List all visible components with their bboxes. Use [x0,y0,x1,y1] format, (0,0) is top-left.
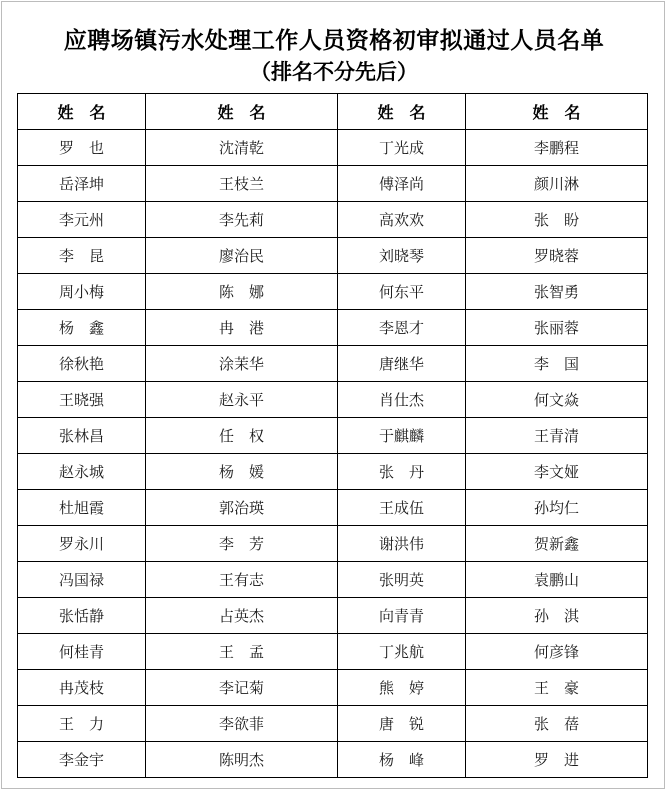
name-cell: 陈明杰 [146,742,338,778]
name-cell: 徐秋艳 [18,346,146,382]
name-cell: 冉 港 [146,310,338,346]
table-row [18,382,648,418]
name-cell: 张智勇 [466,274,648,310]
name-cell: 李先莉 [146,202,338,238]
name-cell: 丁光成 [338,130,466,166]
name-cell: 罗 进 [466,742,648,778]
column-header: 姓 名 [338,94,466,130]
name-cell: 李 昆 [18,238,146,274]
name-cell: 何东平 [338,274,466,310]
name-cell: 杜旭霞 [18,490,146,526]
name-cell: 何桂青 [18,634,146,670]
name-cell: 于麒麟 [338,418,466,454]
name-cell: 王青清 [466,418,648,454]
name-cell: 郭治瑛 [146,490,338,526]
name-cell: 张 盼 [466,202,648,238]
name-cell: 张林昌 [18,418,146,454]
table-row [18,526,648,562]
name-cell: 王 力 [18,706,146,742]
table-row [18,346,648,382]
name-cell: 孙均仁 [466,490,648,526]
name-cell: 李金宇 [18,742,146,778]
name-cell: 孙 淇 [466,598,648,634]
name-cell: 何彦锋 [466,634,648,670]
name-cell: 杨 峰 [338,742,466,778]
table-row [18,742,648,778]
table-row [18,202,648,238]
table-row [18,490,648,526]
table-row [18,418,648,454]
name-cell: 赵永城 [18,454,146,490]
name-cell: 涂茉华 [146,346,338,382]
name-cell: 冯国禄 [18,562,146,598]
table-row [18,310,648,346]
table-row [18,454,648,490]
name-cell: 唐继华 [338,346,466,382]
name-cell: 谢洪伟 [338,526,466,562]
name-cell: 岳泽坤 [18,166,146,202]
name-cell: 何文焱 [466,382,648,418]
name-cell: 傅泽尚 [338,166,466,202]
table-row [18,598,648,634]
name-cell: 李欲菲 [146,706,338,742]
name-cell: 李记菊 [146,670,338,706]
table-row [18,274,648,310]
name-cell: 任 权 [146,418,338,454]
name-cell: 肖仕杰 [338,382,466,418]
column-header: 姓 名 [466,94,648,130]
name-cell: 李文娅 [466,454,648,490]
document-title: 应聘场镇污水处理工作人员资格初审拟通过人员名单 [63,27,605,54]
name-cell: 王成伍 [338,490,466,526]
document-subtitle: （排名不分先后） [250,59,418,84]
name-cell: 冉茂枝 [18,670,146,706]
name-cell: 李恩才 [338,310,466,346]
name-cell: 罗永川 [18,526,146,562]
table-row [18,562,648,598]
name-cell: 王有志 [146,562,338,598]
name-cell: 王 孟 [146,634,338,670]
name-cell: 杨 鑫 [18,310,146,346]
candidate-name-table [17,93,648,778]
name-cell: 赵永平 [146,382,338,418]
name-cell: 贺新鑫 [466,526,648,562]
name-cell: 张丽蓉 [466,310,648,346]
table-row [18,130,648,166]
name-cell: 占英杰 [146,598,338,634]
name-cell: 廖治民 [146,238,338,274]
name-cell: 罗 也 [18,130,146,166]
table-row [18,670,648,706]
table-row [18,166,648,202]
name-cell: 袁鹏山 [466,562,648,598]
name-cell: 熊 婷 [338,670,466,706]
name-cell: 王枝兰 [146,166,338,202]
name-cell: 李 国 [466,346,648,382]
name-cell: 丁兆航 [338,634,466,670]
name-cell: 沈清乾 [146,130,338,166]
name-cell: 颜川淋 [466,166,648,202]
name-cell: 唐 锐 [338,706,466,742]
name-cell: 李 芳 [146,526,338,562]
name-cell: 周小梅 [18,274,146,310]
name-cell: 向青青 [338,598,466,634]
name-cell: 王 豪 [466,670,648,706]
column-header: 姓 名 [18,94,146,130]
name-cell: 张明英 [338,562,466,598]
name-cell: 杨 媛 [146,454,338,490]
name-cell: 罗晓蓉 [466,238,648,274]
name-cell: 王晓强 [18,382,146,418]
name-cell: 张 蓓 [466,706,648,742]
column-header: 姓 名 [146,94,338,130]
name-cell: 陈 娜 [146,274,338,310]
name-cell: 张 丹 [338,454,466,490]
name-cell: 高欢欢 [338,202,466,238]
table-row [18,706,648,742]
table-row [18,238,648,274]
name-cell: 刘晓琴 [338,238,466,274]
table-body [18,130,648,778]
table-header-row [18,94,648,130]
name-cell: 张恬静 [18,598,146,634]
name-cell: 李鹏程 [466,130,648,166]
table-row [18,634,648,670]
name-cell: 李元州 [18,202,146,238]
